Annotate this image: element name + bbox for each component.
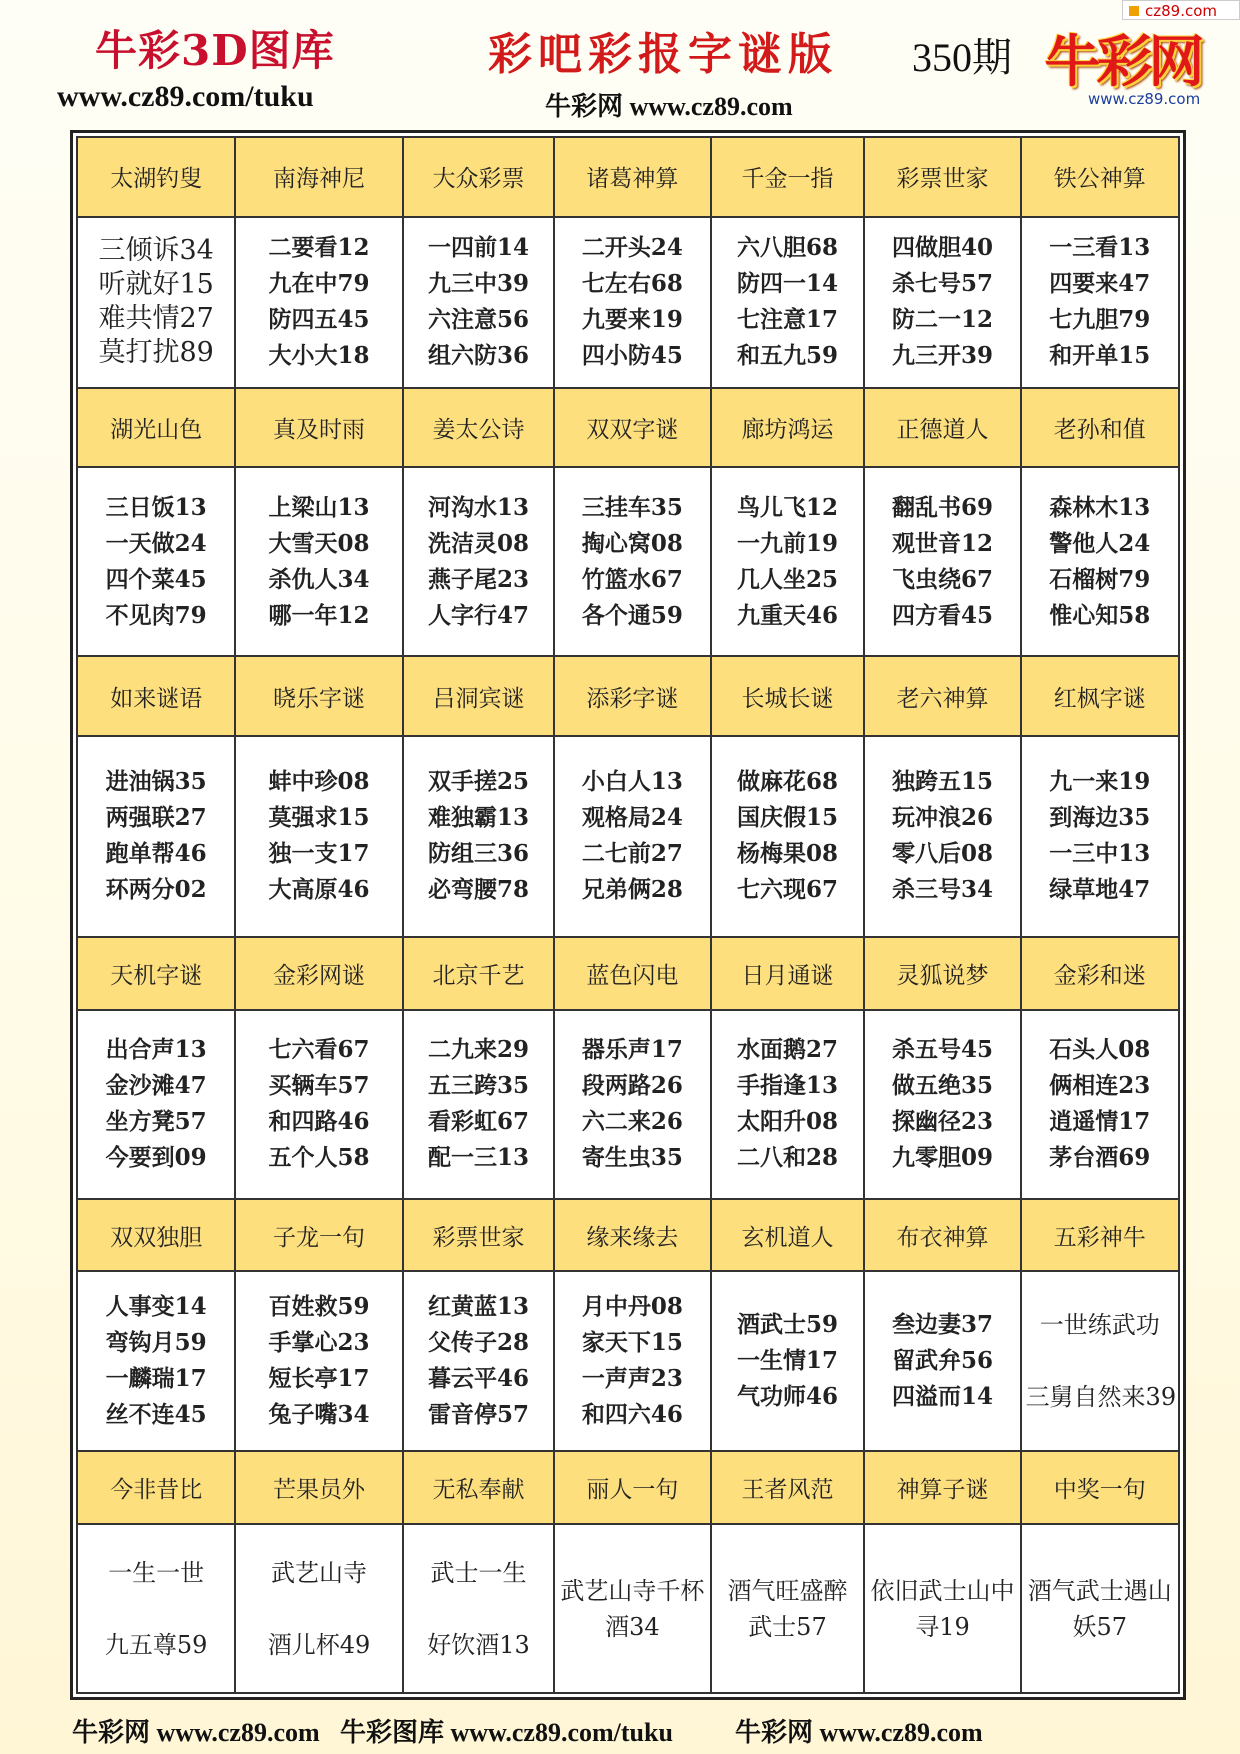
column-header: 老六神算: [864, 656, 1020, 736]
riddle-line: 七六现67: [736, 876, 838, 904]
riddle-line: 段两路26: [581, 1072, 683, 1100]
riddle-line: 四要来47: [1049, 270, 1151, 298]
riddle-line: 两强联27: [105, 804, 207, 832]
riddle-line: 气功师46: [736, 1383, 838, 1411]
riddle-line: 五三跨35: [428, 1072, 530, 1100]
riddle-cell: [554, 1524, 710, 1693]
riddle-cell: [554, 1271, 710, 1451]
riddle-cell: [77, 1271, 235, 1451]
riddle-cell: [235, 1010, 402, 1199]
column-header: 双双独胆: [77, 1199, 235, 1272]
riddle-line: 武艺山寺: [271, 1558, 368, 1587]
riddle-row: [77, 736, 1179, 936]
riddle-line: 金沙滩47: [105, 1072, 207, 1100]
header-row: [77, 388, 1179, 468]
riddle-cell: [711, 1524, 865, 1693]
column-header: 金彩网谜: [235, 937, 402, 1010]
riddle-cell: [864, 736, 1020, 936]
riddle-line: 二要看12: [268, 234, 370, 262]
riddle-line: 一天做24: [105, 529, 207, 557]
riddle-line: 河沟水13: [428, 493, 530, 521]
riddle-line: 九五尊59: [104, 1630, 208, 1659]
riddle-cell: [554, 467, 710, 656]
riddle-cell: [1021, 1524, 1179, 1693]
riddle-line: 难共情27: [98, 303, 214, 335]
site-url: 牛彩网 www.cz89.com: [545, 92, 793, 121]
riddle-line: 九重天46: [736, 601, 838, 629]
corner-badge-text: cz89.com: [1145, 2, 1218, 20]
riddle-row: [77, 1010, 1179, 1199]
riddle-line: 红黄蓝13: [428, 1293, 530, 1321]
riddle-cell: [77, 1524, 235, 1693]
riddle-grid: [76, 136, 1180, 1694]
riddle-line: 二开头24: [581, 234, 683, 262]
riddle-cell: [403, 217, 555, 388]
riddle-line: 燕子尾23: [428, 565, 530, 593]
riddle-line: 武士一生: [430, 1558, 527, 1587]
riddle-line: 水面鹅27: [736, 1036, 838, 1064]
riddle-line: 酒气武士遇山妖57: [1027, 1576, 1172, 1641]
riddle-line: 弯钩月59: [105, 1329, 207, 1357]
riddle-line: 四个菜45: [105, 565, 207, 593]
column-header: 千金一指: [711, 137, 865, 217]
riddle-line: 观格局24: [581, 804, 683, 832]
riddle-line: 防二一12: [891, 306, 993, 334]
riddle-cell: [235, 736, 402, 936]
column-header: 日月通谜: [711, 937, 865, 1010]
riddle-line: 六注意56: [428, 306, 530, 334]
riddle-line: 哪一年12: [268, 601, 370, 629]
riddle-cell: [403, 736, 555, 936]
riddle-cell: [554, 217, 710, 388]
riddle-line: 器乐声17: [581, 1036, 683, 1064]
riddle-line: 五个人58: [268, 1144, 370, 1172]
riddle-line: 必弯腰78: [428, 876, 530, 904]
riddle-line: 留武弁56: [891, 1347, 993, 1375]
column-header: 红枫字谜: [1021, 656, 1179, 736]
column-header: 诸葛神算: [554, 137, 710, 217]
riddle-line: 洗洁灵08: [428, 529, 530, 557]
column-header: 真及时雨: [235, 388, 402, 468]
riddle-line: 酒儿杯49: [267, 1630, 371, 1659]
riddle-cell: [403, 1010, 555, 1199]
column-header: 南海神尼: [235, 137, 402, 217]
riddle-line: 玩冲浪26: [891, 804, 993, 832]
column-header: 姜太公诗: [403, 388, 555, 468]
riddle-line: 三挂车35: [581, 493, 683, 521]
riddle-line: 大高原46: [268, 876, 370, 904]
riddle-cell: [711, 217, 865, 388]
column-header: 双双字谜: [554, 388, 710, 468]
riddle-line: 短长亭17: [268, 1365, 370, 1393]
riddle-cell: [77, 736, 235, 936]
riddle-line: 七左右68: [581, 270, 683, 298]
riddle-cell: [554, 1010, 710, 1199]
riddle-line: 杀七号57: [891, 270, 993, 298]
riddle-cell: [864, 467, 1020, 656]
riddle-line: 和四路46: [268, 1108, 370, 1136]
column-header: 长城长谜: [711, 656, 865, 736]
riddle-cell: [864, 1271, 1020, 1451]
header-row: [77, 1199, 1179, 1272]
riddle-line: 九零胆09: [891, 1144, 993, 1172]
riddle-line: 防四一14: [736, 270, 838, 298]
riddle-line: 手指逢13: [736, 1072, 838, 1100]
riddle-line: 人字行47: [428, 601, 530, 629]
riddle-line: 跑单帮46: [105, 840, 207, 868]
riddle-line: 九三开39: [891, 342, 993, 370]
column-header: 神算子谜: [864, 1451, 1020, 1524]
riddle-line: 各个通59: [581, 601, 683, 629]
riddle-cell: [77, 467, 235, 656]
riddle-line: 七九胆79: [1049, 306, 1151, 334]
column-header: 芒果员外: [235, 1451, 402, 1524]
riddle-line: 一三中13: [1049, 840, 1151, 868]
column-header: 玄机道人: [711, 1199, 865, 1272]
riddle-line: 一四前14: [428, 234, 530, 262]
riddle-line: 今要到09: [105, 1144, 207, 1172]
riddle-line: 不见肉79: [105, 601, 207, 629]
riddle-line: 上梁山13: [268, 493, 370, 521]
riddle-line: 防组三36: [428, 840, 530, 868]
riddle-line: 一生情17: [736, 1347, 838, 1375]
riddle-line: 七六看67: [268, 1036, 370, 1064]
riddle-line: 三倾诉34: [98, 235, 214, 267]
riddle-cell: [864, 1010, 1020, 1199]
riddle-line: 依旧武士山中寻19: [870, 1576, 1015, 1641]
riddle-line: 大雪天08: [268, 529, 370, 557]
riddle-line: 探幽径23: [891, 1108, 993, 1136]
column-header: 北京千艺: [403, 937, 555, 1010]
column-header: 子龙一句: [235, 1199, 402, 1272]
riddle-line: 兔子嘴34: [268, 1401, 370, 1429]
header-row: [77, 1451, 1179, 1524]
riddle-line: 杀仇人34: [268, 565, 370, 593]
riddle-line: 国庆假15: [736, 804, 838, 832]
riddle-line: 二八和28: [736, 1144, 838, 1172]
riddle-line: 四做胆40: [891, 234, 993, 262]
issue-number: 350期: [912, 35, 1012, 80]
column-header: 布衣神算: [864, 1199, 1020, 1272]
riddle-line: 做五绝35: [891, 1072, 993, 1100]
riddle-cell: [403, 1524, 555, 1693]
column-header: 大众彩票: [403, 137, 555, 217]
riddle-line: 和开单15: [1049, 342, 1151, 370]
column-header: 铁公神算: [1021, 137, 1179, 217]
riddle-cell: [235, 467, 402, 656]
riddle-line: 掏心窝08: [581, 529, 683, 557]
riddle-line: 四方看45: [891, 601, 993, 629]
riddle-line: 寄生虫35: [581, 1144, 683, 1172]
riddle-line: 防四五45: [268, 306, 370, 334]
logo-url: www.cz89.com: [1088, 90, 1201, 108]
riddle-cell: [403, 1271, 555, 1451]
riddle-line: 配一三13: [428, 1144, 530, 1172]
riddle-line: 飞虫绕67: [891, 565, 993, 593]
riddle-line: 一声声23: [581, 1365, 683, 1393]
riddle-row: [77, 1524, 1179, 1693]
riddle-line: 几人坐25: [736, 565, 838, 593]
riddle-line: 竹篮水67: [581, 565, 683, 593]
riddle-line: 做麻花68: [736, 768, 838, 796]
riddle-line: 石榴树79: [1049, 565, 1151, 593]
riddle-cell: [235, 217, 402, 388]
riddle-cell: [711, 467, 865, 656]
column-header: 彩票世家: [864, 137, 1020, 217]
riddle-line: 俩相连23: [1049, 1072, 1151, 1100]
riddle-line: 三舅自然来39: [1025, 1383, 1177, 1412]
corner-badge[interactable]: [1122, 0, 1240, 20]
riddle-line: 武艺山寺千杯酒34: [560, 1576, 705, 1641]
riddle-line: 茅台酒69: [1049, 1144, 1151, 1172]
riddle-line: 蚌中珍08: [268, 768, 370, 796]
riddle-line: 四小防45: [581, 342, 683, 370]
riddle-line: 杀五号45: [891, 1036, 993, 1064]
riddle-cell: [77, 217, 235, 388]
column-header: 廊坊鸿运: [711, 388, 865, 468]
column-header: 彩票世家: [403, 1199, 555, 1272]
riddle-line: 父传子28: [428, 1329, 530, 1357]
riddle-line: 进油锅35: [105, 768, 207, 796]
riddle-line: 森林木13: [1049, 493, 1151, 521]
column-header: 晓乐字谜: [235, 656, 402, 736]
riddle-row: [77, 1271, 1179, 1451]
column-header: 中奖一句: [1021, 1451, 1179, 1524]
column-header: 蓝色闪电: [554, 937, 710, 1010]
riddle-line: 惟心知58: [1049, 601, 1151, 629]
riddle-line: 出合声13: [105, 1036, 207, 1064]
riddle-cell: [77, 1010, 235, 1199]
riddle-board: [70, 130, 1186, 1700]
riddle-cell: [864, 1524, 1020, 1693]
riddle-line: 人事变14: [105, 1293, 207, 1321]
column-header: 金彩和迷: [1021, 937, 1179, 1010]
riddle-line: 独一支17: [268, 840, 370, 868]
riddle-line: 石头人08: [1049, 1036, 1151, 1064]
brand-url: www.cz89.com/tuku: [57, 80, 314, 113]
riddle-line: 月中丹08: [581, 1293, 683, 1321]
riddle-line: 警他人24: [1049, 529, 1151, 557]
riddle-line: 和四六46: [581, 1401, 683, 1429]
riddle-line: 百姓救59: [268, 1293, 370, 1321]
riddle-line: 二七前27: [581, 840, 683, 868]
header-row: [77, 656, 1179, 736]
riddle-line: 观世音12: [891, 529, 993, 557]
brand-title: 牛彩3D图库: [95, 26, 335, 75]
riddle-line: 双手搓25: [428, 768, 530, 796]
riddle-line: 莫强求15: [268, 804, 370, 832]
header-row: [77, 137, 1179, 217]
riddle-line: 独跨五15: [891, 768, 993, 796]
footer-right: 牛彩网 www.cz89.com: [735, 1718, 983, 1747]
riddle-cell: [864, 217, 1020, 388]
riddle-line: 翻乱书69: [891, 493, 993, 521]
riddle-line: 大小大18: [268, 342, 370, 370]
riddle-line: 买辆车57: [268, 1072, 370, 1100]
riddle-line: 杨梅果08: [736, 840, 838, 868]
riddle-cell: [711, 1010, 865, 1199]
column-header: 湖光山色: [77, 388, 235, 468]
riddle-line: 三日饭13: [105, 493, 207, 521]
column-header: 无私奉献: [403, 1451, 555, 1524]
riddle-cell: [711, 1271, 865, 1451]
riddle-line: 杀三号34: [891, 876, 993, 904]
logo-text: 牛彩网: [1044, 30, 1201, 95]
riddle-line: 九一来19: [1049, 768, 1151, 796]
riddle-line: 一麟瑞17: [105, 1365, 207, 1393]
column-header: 正德道人: [864, 388, 1020, 468]
column-header: 五彩神牛: [1021, 1199, 1179, 1272]
column-header: 吕洞宾谜: [403, 656, 555, 736]
riddle-line: 听就好15: [98, 269, 214, 301]
riddle-line: 难独霸13: [428, 804, 530, 832]
riddle-line: 莫打扰89: [98, 337, 214, 369]
column-header: 王者风范: [711, 1451, 865, 1524]
riddle-line: 一九前19: [736, 529, 838, 557]
riddle-line: 坐方凳57: [105, 1108, 207, 1136]
riddle-line: 暮云平46: [428, 1365, 530, 1393]
riddle-line: 七注意17: [736, 306, 838, 334]
riddle-cell: [1021, 467, 1179, 656]
riddle-line: 酒武士59: [736, 1311, 838, 1339]
riddle-line: 绿草地47: [1049, 876, 1151, 904]
riddle-line: 家天下15: [581, 1329, 683, 1357]
column-header: 丽人一句: [554, 1451, 710, 1524]
site-logo: [1040, 18, 1205, 116]
riddle-row: [77, 217, 1179, 388]
riddle-cell: [711, 736, 865, 936]
riddle-line: 逍遥情17: [1049, 1108, 1151, 1136]
riddle-line: 酒气旺盛醉武士57: [727, 1576, 848, 1641]
column-header: 老孙和值: [1021, 388, 1179, 468]
riddle-line: 太阳升08: [736, 1108, 838, 1136]
riddle-cell: [1021, 217, 1179, 388]
riddle-line: 九在中79: [268, 270, 370, 298]
riddle-line: 好饮酒13: [427, 1630, 530, 1659]
column-header: 今非昔比: [77, 1451, 235, 1524]
riddle-cell: [1021, 1271, 1179, 1451]
riddle-line: 组六防36: [428, 342, 530, 370]
riddle-cell: [235, 1524, 402, 1693]
riddle-line: 零八后08: [891, 840, 993, 868]
riddle-line: 九要来19: [581, 306, 683, 334]
site-favicon-icon: [1129, 6, 1139, 16]
riddle-line: 丝不连45: [105, 1401, 207, 1429]
riddle-line: 雷音停57: [428, 1401, 530, 1429]
riddle-line: 一世练武功: [1039, 1311, 1160, 1340]
column-header: 天机字谜: [77, 937, 235, 1010]
riddle-line: 环两分02: [105, 876, 207, 904]
riddle-line: 到海边35: [1049, 804, 1151, 832]
riddle-line: 六二来26: [581, 1108, 683, 1136]
riddle-line: 一三看13: [1049, 234, 1151, 262]
riddle-line: 叁边妻37: [891, 1311, 993, 1339]
riddle-line: 六八胆68: [736, 234, 838, 262]
riddle-line: 看彩虹67: [428, 1108, 530, 1136]
column-header: 灵狐说梦: [864, 937, 1020, 1010]
riddle-row: [77, 467, 1179, 656]
riddle-cell: [1021, 1010, 1179, 1199]
column-header: 如来谜语: [77, 656, 235, 736]
riddle-cell: [235, 1271, 402, 1451]
riddle-line: 二九来29: [428, 1036, 530, 1064]
page-title: 彩吧彩报字谜版: [488, 29, 838, 80]
riddle-cell: [1021, 736, 1179, 936]
header-row: [77, 937, 1179, 1010]
footer-left: 牛彩网 www.cz89.com: [72, 1718, 320, 1747]
riddle-line: 兄弟俩28: [581, 876, 683, 904]
footer-middle: 牛彩图库 www.cz89.com/tuku: [340, 1718, 673, 1747]
riddle-cell: [554, 736, 710, 936]
column-header: 添彩字谜: [554, 656, 710, 736]
riddle-line: 手掌心23: [268, 1329, 370, 1357]
riddle-line: 四溢而14: [891, 1383, 993, 1411]
riddle-line: 九三中39: [428, 270, 530, 298]
riddle-line: 一生一世: [108, 1558, 205, 1587]
riddle-line: 和五九59: [736, 342, 838, 370]
column-header: 缘来缘去: [554, 1199, 710, 1272]
riddle-line: 小白人13: [581, 768, 683, 796]
column-header: 太湖钓叟: [77, 137, 235, 217]
riddle-cell: [403, 467, 555, 656]
riddle-line: 鸟儿飞12: [736, 493, 838, 521]
